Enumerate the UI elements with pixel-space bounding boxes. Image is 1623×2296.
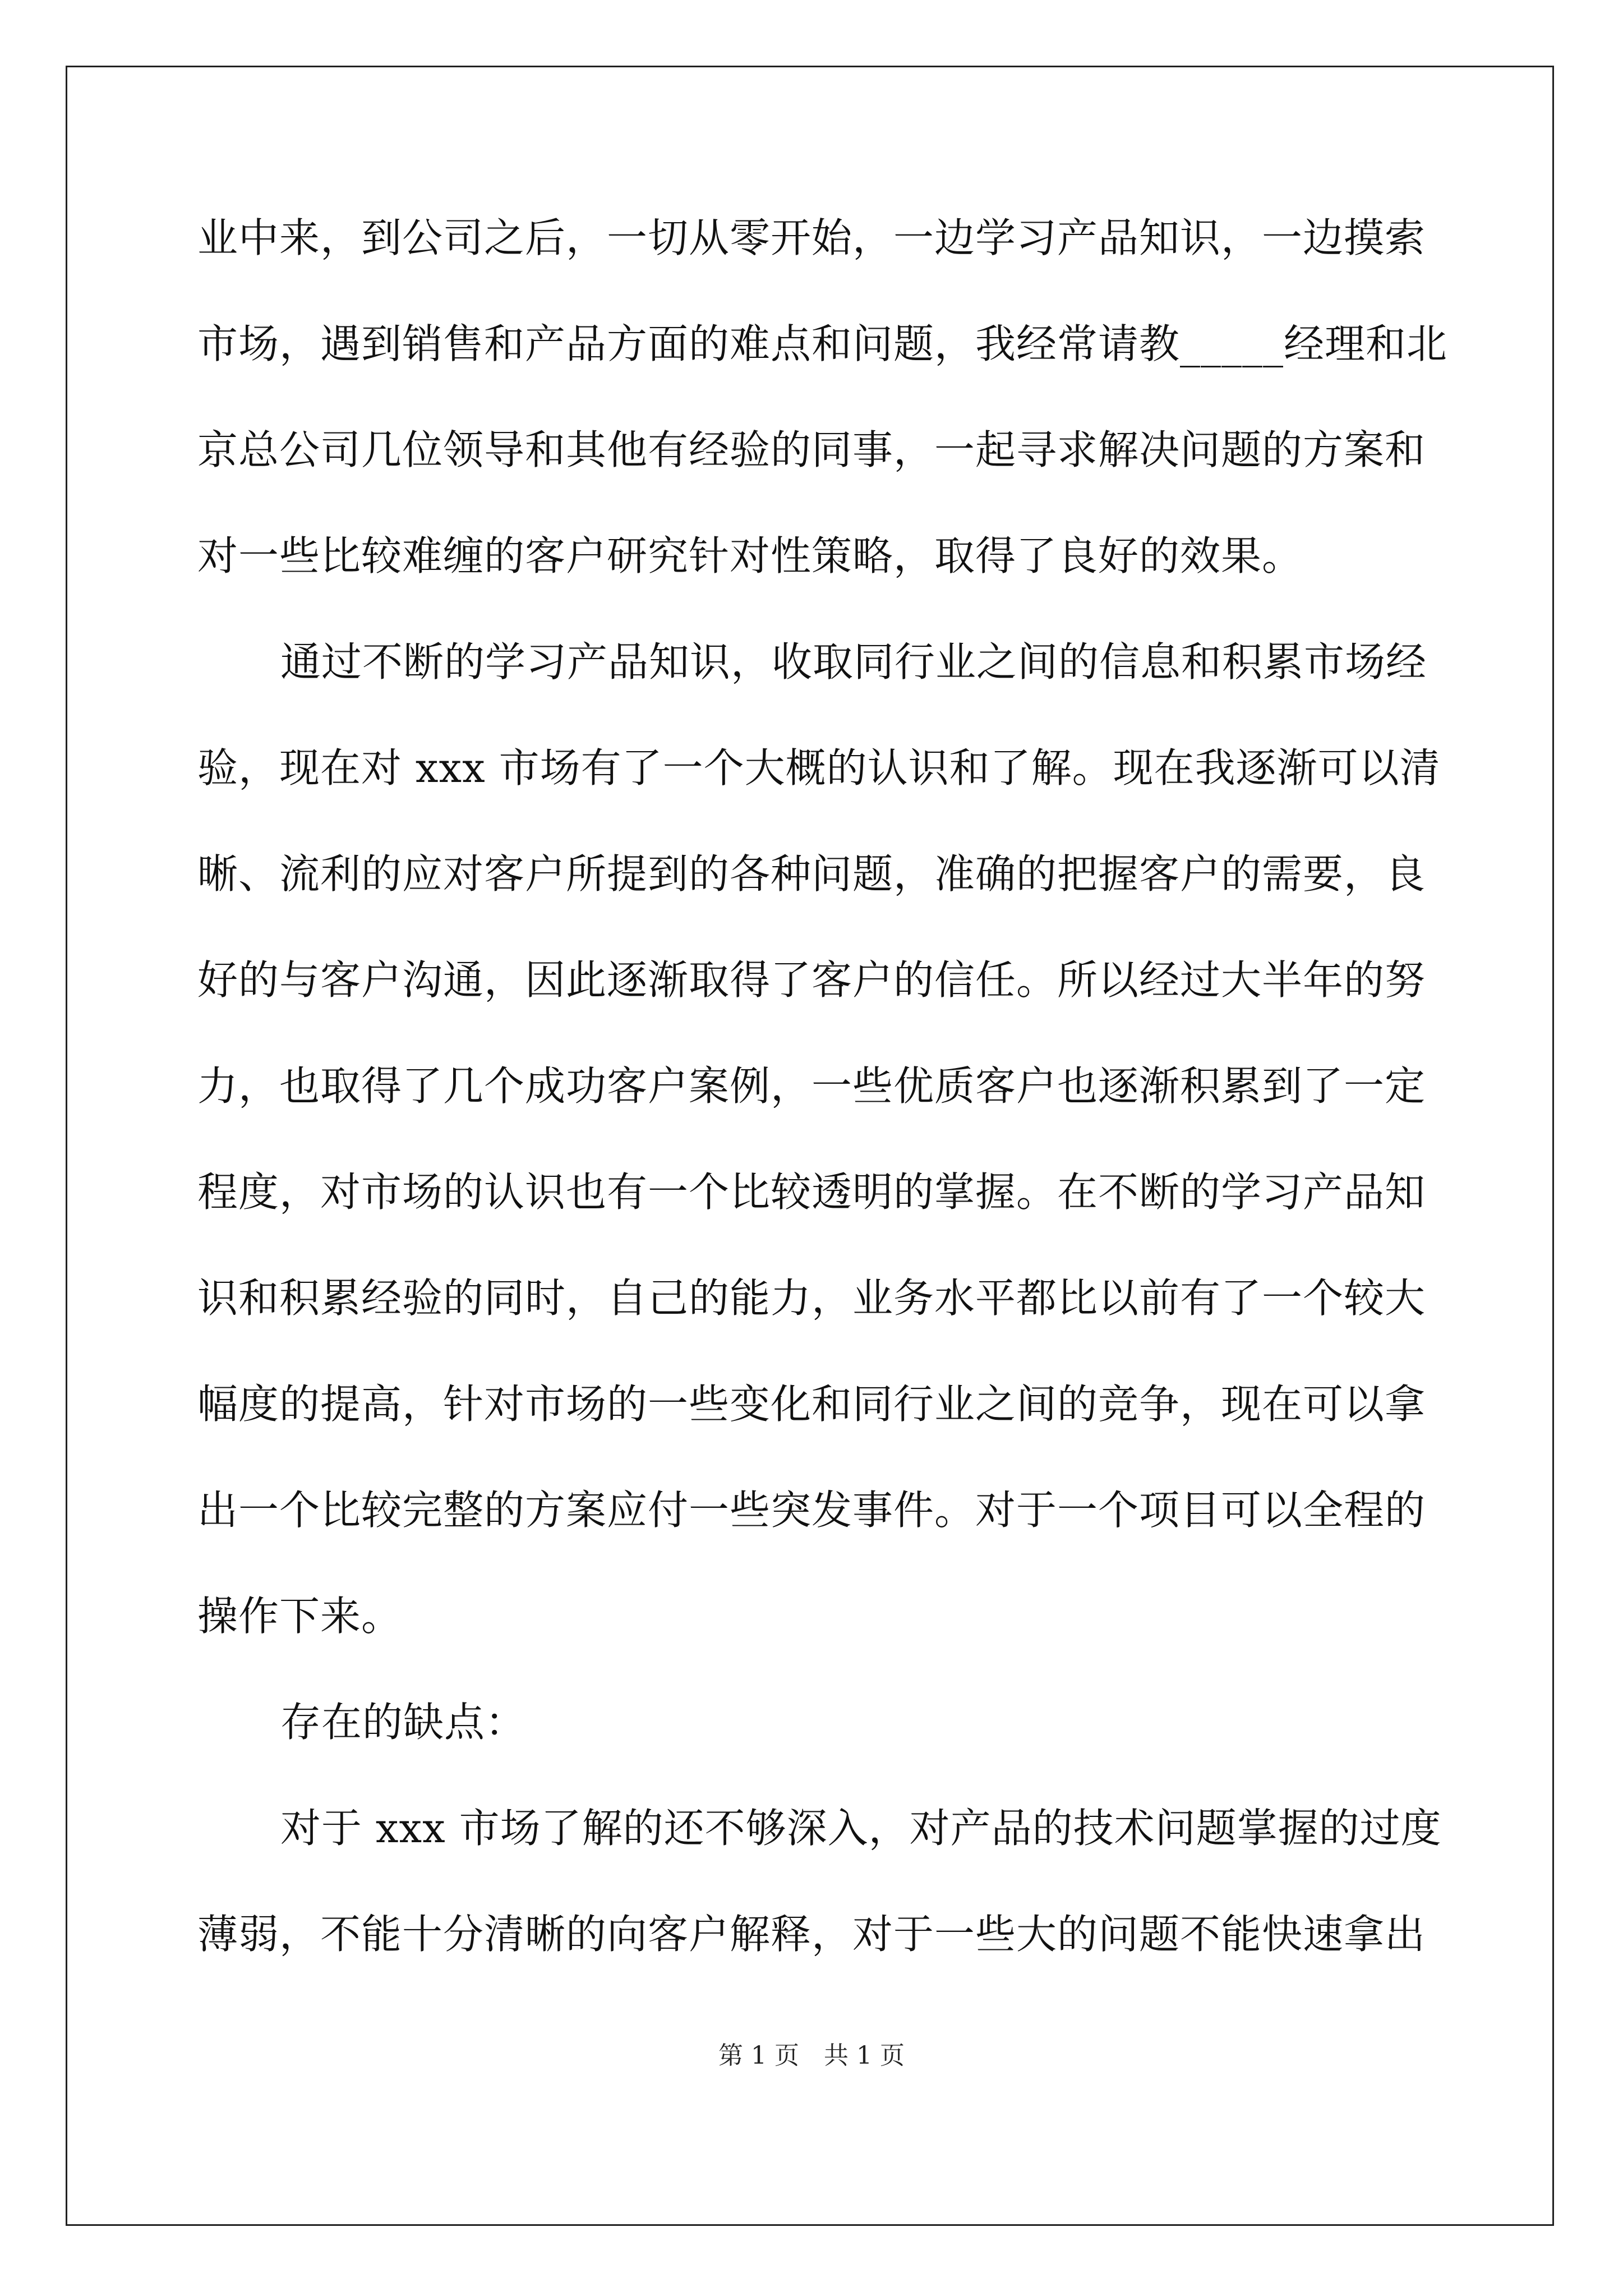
page-footer: 第 1 页 共 1 页 [718,2041,905,2070]
text-line: 市场，遇到销售和产品方面的难点和问题，我经常请教_____经理和北 [197,320,1448,367]
text-line: 业中来，到公司之后，一切从零开始，一边学习产品知识，一边摸索 [197,214,1426,261]
text-line: 好的与客户沟通，因此逐渐取得了客户的信任。所以经过大半年的努 [197,956,1426,1004]
text-line: 通过不断的学习产品知识，收取同行业之间的信息和积累市场经 [280,638,1427,685]
document-body [197,214,1448,2020]
text-line: 对一些比较难缠的客户研究针对性策略，取得了良好的效果。 [197,532,1303,579]
section-heading: 存在的缺点： [280,1699,527,1746]
text-line: 程度，对市场的认识也有一个比较透明的掌握。在不断的学习产品知 [197,1168,1426,1216]
text-line: 薄弱，不能十分清晰的向客户解释，对于一些大的问题不能快速拿出 [197,1911,1426,1958]
text-line: 操作下来。 [197,1593,403,1640]
text-line: 晰、流利的应对客户所提到的各种问题，准确的把握客户的需要，良 [197,850,1426,898]
text-line: 验，现在对 xxx 市场有了一个大概的认识和了解。现在我逐渐可以清 [197,744,1441,792]
text-line: 对于 xxx 市场了解的还不够深入，对产品的技术问题掌握的过度 [280,1805,1442,1852]
text-line: 出一个比较完整的方案应付一些突发事件。对于一个项目可以全程的 [197,1487,1426,1534]
text-line: 京总公司几位领导和其他有经验的同事，一起寻求解决问题的方案和 [197,426,1426,473]
text-line: 识和积累经验的同时，自己的能力，业务水平都比以前有了一个较大 [197,1274,1426,1322]
text-line: 力，也取得了几个成功客户案例，一些优质客户也逐渐积累到了一定 [197,1062,1426,1110]
text-line: 幅度的提高，针对市场的一些变化和同行业之间的竞争，现在可以拿 [197,1381,1426,1428]
